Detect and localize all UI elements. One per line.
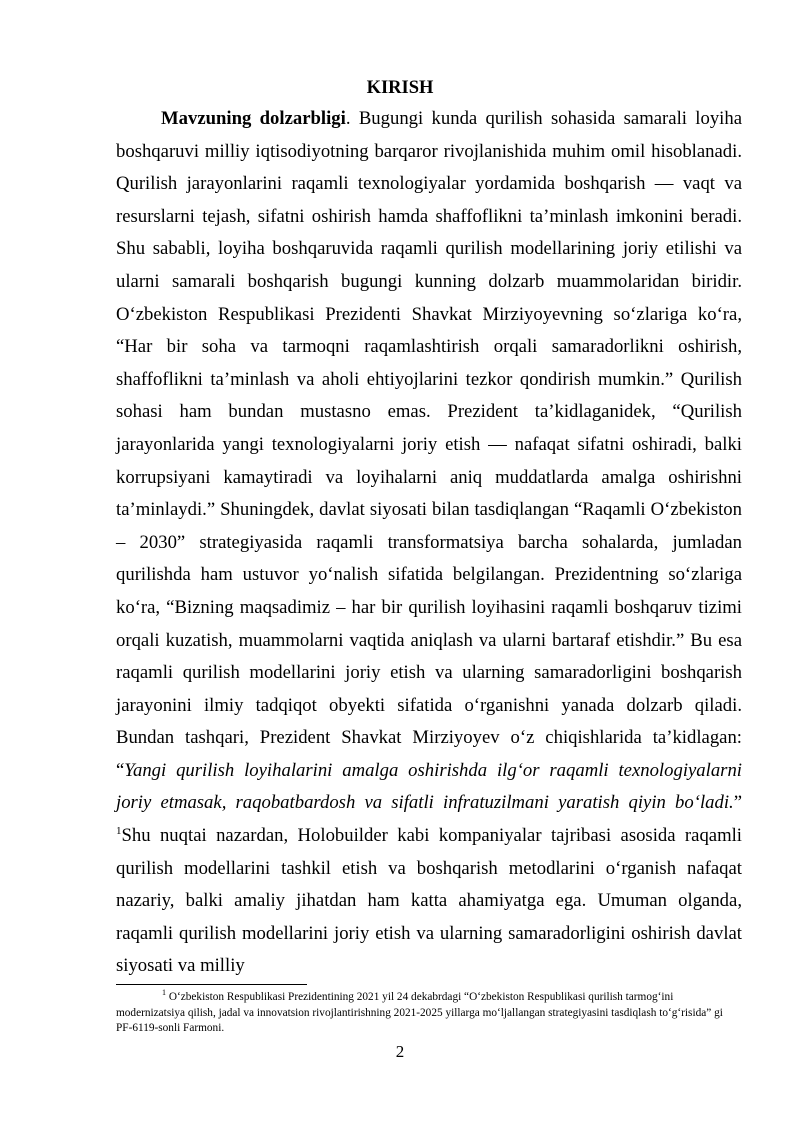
paragraph-text-part-1: . Bugungi kunda qurilish sohasida samarali loyiha boshqaruvi milliy iqtisodiyotning barqaror rivojlanishida muhim omil hisoblanadi. Qurilish jarayonlarini raqamli texnologiyalar yordamida boshqarish — vaqt va resurslarni tejash, sifatni oshirish hamda shaffoflikni ta’minlash imkonini beradi. Shu sababli, loyiha boshqaruvida raqamli qurilish modellarining joriy etilishi va ularni samarali boshqarish bugungi kunning dolzarb muammolaridan biridir. O‘zbekiston Respublikasi Prezidenti Shavkat Mirziyoyevning so‘zlariga ko‘ra, “Har bir soha va tarmoqni raqamlashtirish orqali samaradorlikni oshirish, shaffoflikni ta’minlash va aholi ehtiyojlarini tezkor qondirish mumkin.” Qurilish sohasi ham bundan mustasno emas. Prezident ta’kidlaganidek, “Qurilish jarayonlarida yangi texnologiyalarni joriy etish — nafaqat sifatni oshiradi, balki korrupsiyani kamaytiradi va loyihalarni aniq muddatlarda amalga oshirishni ta’minlaydi.” Shuningdek, davlat siyosati bilan tasdiqlangan “Raqamli O‘zbekiston – 2030” strategiyasida raqamli transformatsiya barcha sohalarda, jumladan qurilishda ham ustuvor yo‘nalish sifatida belgilangan. Prezidentning so‘zlariga ko‘ra, “Bizning maqsadimiz – har bir qurilish loyihasini raqamli boshqaruv tizimi orqali kuzatish, muammolarni vaqtida aniqlash va ularni bartaraf etishdir.” Bu esa raqamli qurilish modellarini joriy etish va ularning samaradorligini boshqarish jarayonini ilmiy tadqiqot obyekti sifatida o‘rganishni yanada dolzarb qiladi. Bundan tashqari, Prezident Shavkat Mirziyoyev o‘z chiqishlarida ta’kidlagan: “: [116, 108, 742, 781]
paragraph-text-part-3: Shu nuqtai nazardan, Holobuilder kabi kompaniyalar tajribasi asosida raqamli qurilish modellarini tashkil etish va boshqarish metodlarini o‘rganish nafaqat nazariy, balki amaliy jihatdan ham katta ahamiyatga ega. Umuman olganda, raqamli qurilish modellarini joriy etish va ularning samaradorligini oshirish davlat siyosati va milliy: [116, 825, 742, 977]
footnote: [116, 990, 742, 1037]
president-quote: Yangi qurilish loyihalarini amalga oshirishda ilg‘or raqamli texnologiyalarni joriy etmasak, raqobatbardosh va sifatli infratuzilmani yaratish qiyin bo‘ladi.: [116, 759, 742, 814]
paragraph-lead-bold: Mavzuning dolzarbligi: [161, 108, 346, 129]
body-paragraph: [116, 103, 742, 983]
footnote-reference: 1: [116, 824, 122, 837]
footnote-separator: [116, 984, 307, 985]
page-number: 2: [395, 1042, 405, 1061]
footnote-marker: 1: [162, 988, 166, 998]
paragraph-text-part-2: ”: [733, 792, 742, 814]
section-heading: KIRISH: [366, 78, 434, 98]
footnote-text: O‘zbekiston Respublikasi Prezidentining 2021 yil 24 dekabrdagi “O‘zbekiston Respublikasi qurilish tarmog‘ini modernizatsiya qilish, jadal va innovatsion rivojlantirishning 2021-2025 yillarga mo‘ljallangan strategiyasini tasdiqlash to‘g‘risida” gi PF-6119-sonli Farmoni.: [116, 991, 723, 1035]
